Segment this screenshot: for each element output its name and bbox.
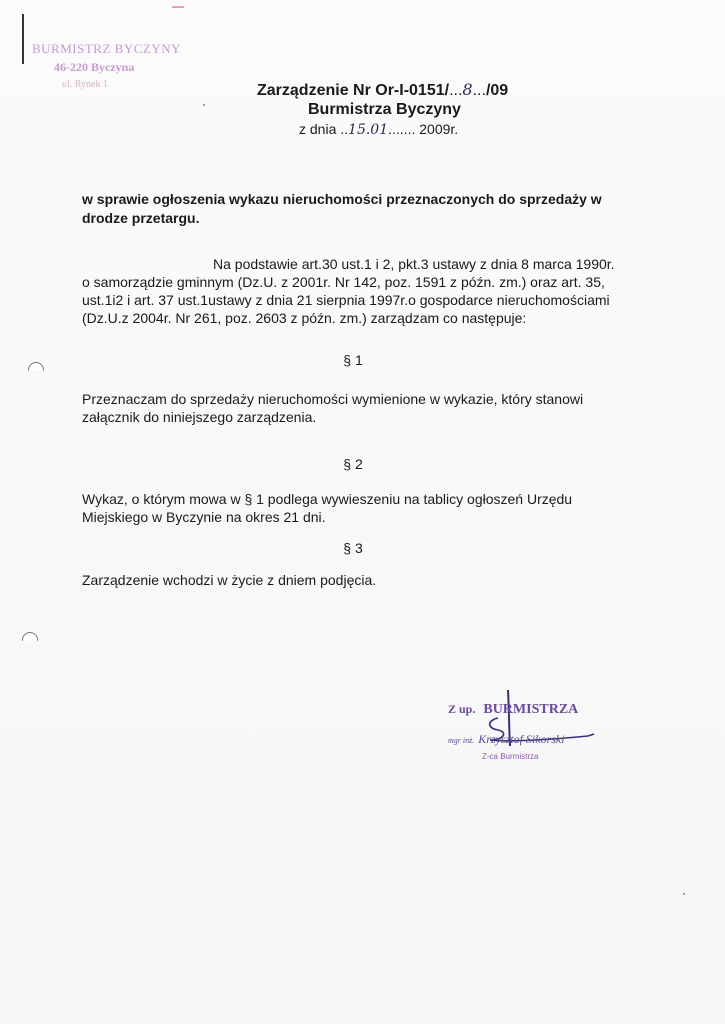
title-handwritten-number: 8: [462, 80, 473, 99]
legal-basis-line-4: (Dz.U.z 2004r. Nr 261, poz. 2603 z późn. zm.) zarządzam co następuje:: [82, 310, 527, 326]
signature-block: [448, 700, 618, 761]
title-prefix: Zarządzenie Nr Or-I-0151/: [257, 82, 450, 99]
title-dots-2: ...: [472, 82, 486, 99]
date-handwritten: 15.01: [348, 122, 389, 138]
section-3-text: [82, 571, 647, 589]
stamp-line-2: 46-220 Byczyna: [54, 60, 135, 74]
section-2-line-1: Wykaz, o którym mowa w § 1 podlega wywieszeniu na tablicy ogłoszeń Urzędu: [82, 491, 573, 507]
section-1-heading: § 1: [343, 352, 363, 368]
punch-hole-icon: [22, 632, 38, 648]
office-stamp: [32, 40, 232, 94]
document-subtitle: Burmistrza Byczyny: [308, 101, 461, 118]
legal-basis-line-2: o samorządzie gminnym (Dz.U. z 2001r. Nr 142, poz. 1591 z późn. zm.) oraz art. 35,: [82, 274, 605, 290]
document-date: [299, 121, 458, 138]
section-3-line-1: Zarządzenie wchodzi w życie z dniem podjęcia.: [82, 572, 377, 588]
section-1-text: [82, 390, 647, 426]
stamp-line-3: ul. Rynek 1: [62, 79, 108, 90]
scan-speck: [203, 104, 205, 106]
stamp-line-1: BURMISTRZ BYCZYNY: [32, 41, 181, 56]
corner-mark: ▬▬: [172, 4, 184, 10]
document-subject: w sprawie ogłoszenia wykazu nieruchomości przeznaczonych do sprzedaży w drodze przetargu.: [82, 191, 602, 226]
signature-deputy: Z-ca Burmistrza: [482, 752, 539, 761]
title-dots-1: ...: [449, 82, 463, 99]
title-suffix: /09: [485, 82, 509, 99]
legal-basis-line-3: ust.1i2 i art. 37 ust.1ustawy z dnia 21 sierpnia 1997r.o gospodarce nieruchomościami: [82, 292, 610, 308]
section-3-heading: § 3: [343, 540, 363, 556]
date-suffix: ....... 2009r.: [388, 121, 459, 137]
document-title: [257, 80, 508, 100]
signature-role: BURMISTRZA: [483, 702, 579, 717]
legal-basis-line-1: Na podstawie art.30 ust.1 i 2, pkt.3 ustawy z dnia 8 marca 1990r.: [213, 256, 615, 272]
section-2-heading: § 2: [343, 456, 363, 472]
signature-name-line: [448, 732, 565, 747]
section-2-line-2: Miejskiego w Byczynie na okres 21 dni.: [82, 509, 326, 525]
signature-name: Krzysztof Sikorski: [478, 732, 565, 746]
legal-basis-paragraph: [82, 255, 647, 327]
signature-title: mgr inż.: [448, 736, 475, 745]
signature-prefix: Z up.: [448, 702, 476, 716]
section-2-text: [82, 490, 647, 526]
section-1-line-1: Przeznaczam do sprzedaży nieruchomości wymienione w wykazie, który stanowi: [82, 391, 584, 407]
scan-speck: [683, 893, 685, 895]
date-prefix: z dnia ..: [299, 121, 349, 137]
punch-hole-icon: [28, 362, 44, 378]
section-1-line-2: załącznik do niniejszego zarządzenia.: [82, 409, 317, 425]
margin-line: [22, 14, 24, 64]
